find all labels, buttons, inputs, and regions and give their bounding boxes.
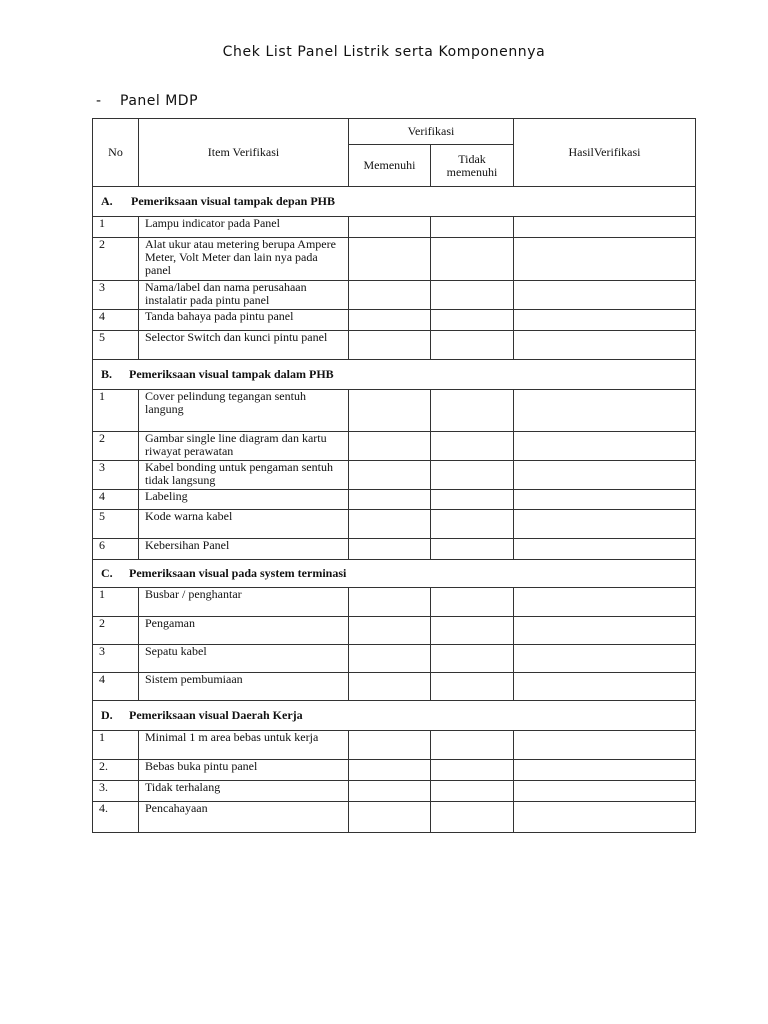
row-number: 3	[93, 281, 139, 310]
header-tidak-line2: memenuhi	[446, 164, 498, 179]
tidak-memenuhi-cell[interactable]	[431, 673, 514, 701]
row-item: Alat ukur atau metering berupa Ampere Meter, Volt Meter dan lain nya pada panel	[139, 238, 349, 281]
memenuhi-cell[interactable]	[349, 539, 431, 560]
tidak-memenuhi-cell[interactable]	[431, 617, 514, 645]
section-row	[93, 560, 696, 588]
memenuhi-cell[interactable]	[349, 645, 431, 673]
hasil-verifikasi-cell[interactable]	[514, 760, 696, 781]
section-letter: A.	[101, 194, 113, 208]
row-item: Sepatu kabel	[139, 645, 349, 673]
header-memenuhi: Memenuhi	[349, 145, 431, 187]
table-row	[93, 461, 696, 490]
table-row	[93, 645, 696, 673]
memenuhi-cell[interactable]	[349, 760, 431, 781]
memenuhi-cell[interactable]	[349, 490, 431, 510]
tidak-memenuhi-cell[interactable]	[431, 510, 514, 539]
table-header	[93, 119, 696, 187]
tidak-memenuhi-cell[interactable]	[431, 390, 514, 432]
memenuhi-cell[interactable]	[349, 802, 431, 833]
row-number: 3	[93, 461, 139, 490]
row-item: Minimal 1 m area bebas untuk kerja	[139, 731, 349, 760]
row-number: 5	[93, 331, 139, 360]
memenuhi-cell[interactable]	[349, 310, 431, 331]
row-number: 5	[93, 510, 139, 539]
table-row	[93, 510, 696, 539]
section-heading	[93, 360, 696, 390]
memenuhi-cell[interactable]	[349, 781, 431, 802]
table-row	[93, 588, 696, 617]
hasil-verifikasi-cell[interactable]	[514, 390, 696, 432]
table-body	[93, 187, 696, 833]
memenuhi-cell[interactable]	[349, 238, 431, 281]
table-row	[93, 238, 696, 281]
row-item: Kode warna kabel	[139, 510, 349, 539]
hasil-verifikasi-cell[interactable]	[514, 281, 696, 310]
table-row	[93, 617, 696, 645]
hasil-verifikasi-cell[interactable]	[514, 217, 696, 238]
row-number: 2	[93, 432, 139, 461]
memenuhi-cell[interactable]	[349, 588, 431, 617]
row-item: Pencahayaan	[139, 802, 349, 833]
header-no: No	[93, 119, 139, 187]
hasil-verifikasi-cell[interactable]	[514, 617, 696, 645]
section-heading	[93, 701, 696, 731]
header-tidak-line1: Tidak	[458, 151, 486, 166]
row-item: Cover pelindung tegangan sentuh langung	[139, 390, 349, 432]
hasil-verifikasi-cell[interactable]	[514, 490, 696, 510]
table-row	[93, 310, 696, 331]
tidak-memenuhi-cell[interactable]	[431, 461, 514, 490]
table-row	[93, 217, 696, 238]
row-item: Busbar / penghantar	[139, 588, 349, 617]
hasil-verifikasi-cell[interactable]	[514, 781, 696, 802]
table-row	[93, 490, 696, 510]
memenuhi-cell[interactable]	[349, 217, 431, 238]
section-title: Pemeriksaan visual tampak dalam PHB	[129, 367, 334, 381]
memenuhi-cell[interactable]	[349, 731, 431, 760]
hasil-verifikasi-cell[interactable]	[514, 310, 696, 331]
hasil-verifikasi-cell[interactable]	[514, 331, 696, 360]
tidak-memenuhi-cell[interactable]	[431, 760, 514, 781]
document-title: Chek List Panel Listrik serta Komponennya	[222, 44, 546, 60]
memenuhi-cell[interactable]	[349, 673, 431, 701]
row-number: 3	[93, 645, 139, 673]
tidak-memenuhi-cell[interactable]	[431, 645, 514, 673]
tidak-memenuhi-cell[interactable]	[431, 217, 514, 238]
tidak-memenuhi-cell[interactable]	[431, 490, 514, 510]
table-row	[93, 760, 696, 781]
table-row	[93, 331, 696, 360]
row-number: 6	[93, 539, 139, 560]
row-number: 2.	[93, 760, 139, 781]
hasil-verifikasi-cell[interactable]	[514, 731, 696, 760]
hasil-verifikasi-cell[interactable]	[514, 238, 696, 281]
memenuhi-cell[interactable]	[349, 390, 431, 432]
row-item: Sistem pembumiaan	[139, 673, 349, 701]
row-number: 4.	[93, 802, 139, 833]
hasil-verifikasi-cell[interactable]	[514, 510, 696, 539]
section-row	[93, 187, 696, 217]
section-heading	[93, 560, 696, 588]
memenuhi-cell[interactable]	[349, 331, 431, 360]
subtitle-dash: -	[96, 93, 102, 109]
row-item: Pengaman	[139, 617, 349, 645]
table-row	[93, 731, 696, 760]
row-item: Kabel bonding untuk pengaman sentuh tidak langsung	[139, 461, 349, 490]
subtitle-text: Panel MDP	[120, 93, 199, 109]
row-number: 1	[93, 588, 139, 617]
row-number: 2	[93, 238, 139, 281]
hasil-verifikasi-cell[interactable]	[514, 432, 696, 461]
memenuhi-cell[interactable]	[349, 510, 431, 539]
tidak-memenuhi-cell[interactable]	[431, 432, 514, 461]
section-title: Pemeriksaan visual Daerah Kerja	[129, 708, 303, 722]
row-item: Tidak terhalang	[139, 781, 349, 802]
tidak-memenuhi-cell[interactable]	[431, 781, 514, 802]
hasil-verifikasi-cell[interactable]	[514, 673, 696, 701]
header-item: Item Verifikasi	[139, 119, 349, 187]
section-letter: D.	[101, 708, 113, 722]
row-number: 2	[93, 617, 139, 645]
hasil-verifikasi-cell[interactable]	[514, 539, 696, 560]
row-number: 4	[93, 310, 139, 331]
tidak-memenuhi-cell[interactable]	[431, 281, 514, 310]
hasil-verifikasi-cell[interactable]	[514, 802, 696, 833]
tidak-memenuhi-cell[interactable]	[431, 310, 514, 331]
row-number: 3.	[93, 781, 139, 802]
row-number: 1	[93, 731, 139, 760]
table-row	[93, 390, 696, 432]
hasil-verifikasi-cell[interactable]	[514, 645, 696, 673]
row-item: Labeling	[139, 490, 349, 510]
section-heading	[93, 187, 696, 217]
hasil-verifikasi-cell[interactable]	[514, 461, 696, 490]
row-item: Selector Switch dan kunci pintu panel	[139, 331, 349, 360]
tidak-memenuhi-cell[interactable]	[431, 802, 514, 833]
row-item: Gambar single line diagram dan kartu riwayat perawatan	[139, 432, 349, 461]
section-row	[93, 701, 696, 731]
section-title: Pemeriksaan visual tampak depan PHB	[131, 194, 336, 208]
row-number: 4	[93, 673, 139, 701]
document-subtitle	[96, 93, 198, 109]
row-item: Lampu indicator pada Panel	[139, 217, 349, 238]
memenuhi-cell[interactable]	[349, 461, 431, 490]
row-item: Bebas buka pintu panel	[139, 760, 349, 781]
header-tidak-memenuhi	[431, 145, 514, 187]
row-item: Nama/label dan nama perusahaan instalatir pada pintu panel	[139, 281, 349, 310]
section-row	[93, 360, 696, 390]
row-number: 1	[93, 390, 139, 432]
memenuhi-cell[interactable]	[349, 617, 431, 645]
memenuhi-cell[interactable]	[349, 281, 431, 310]
hasil-verifikasi-cell[interactable]	[514, 588, 696, 617]
section-letter: B.	[101, 367, 113, 381]
row-number: 4	[93, 490, 139, 510]
checklist-table	[92, 118, 696, 833]
header-verifikasi: Verifikasi	[349, 119, 514, 145]
table-row	[93, 432, 696, 461]
tidak-memenuhi-cell[interactable]	[431, 331, 514, 360]
table-row	[93, 539, 696, 560]
table-row	[93, 781, 696, 802]
row-item: Tanda bahaya pada pintu panel	[139, 310, 349, 331]
table-row	[93, 673, 696, 701]
row-item: Kebersihan Panel	[139, 539, 349, 560]
table-row	[93, 802, 696, 833]
header-hasil: HasilVerifikasi	[514, 119, 696, 187]
section-title: Pemeriksaan visual pada system terminasi	[129, 566, 347, 580]
tidak-memenuhi-cell[interactable]	[431, 588, 514, 617]
memenuhi-cell[interactable]	[349, 432, 431, 461]
table-row	[93, 281, 696, 310]
tidak-memenuhi-cell[interactable]	[431, 539, 514, 560]
tidak-memenuhi-cell[interactable]	[431, 238, 514, 281]
section-letter: C.	[101, 566, 113, 580]
tidak-memenuhi-cell[interactable]	[431, 731, 514, 760]
row-number: 1	[93, 217, 139, 238]
